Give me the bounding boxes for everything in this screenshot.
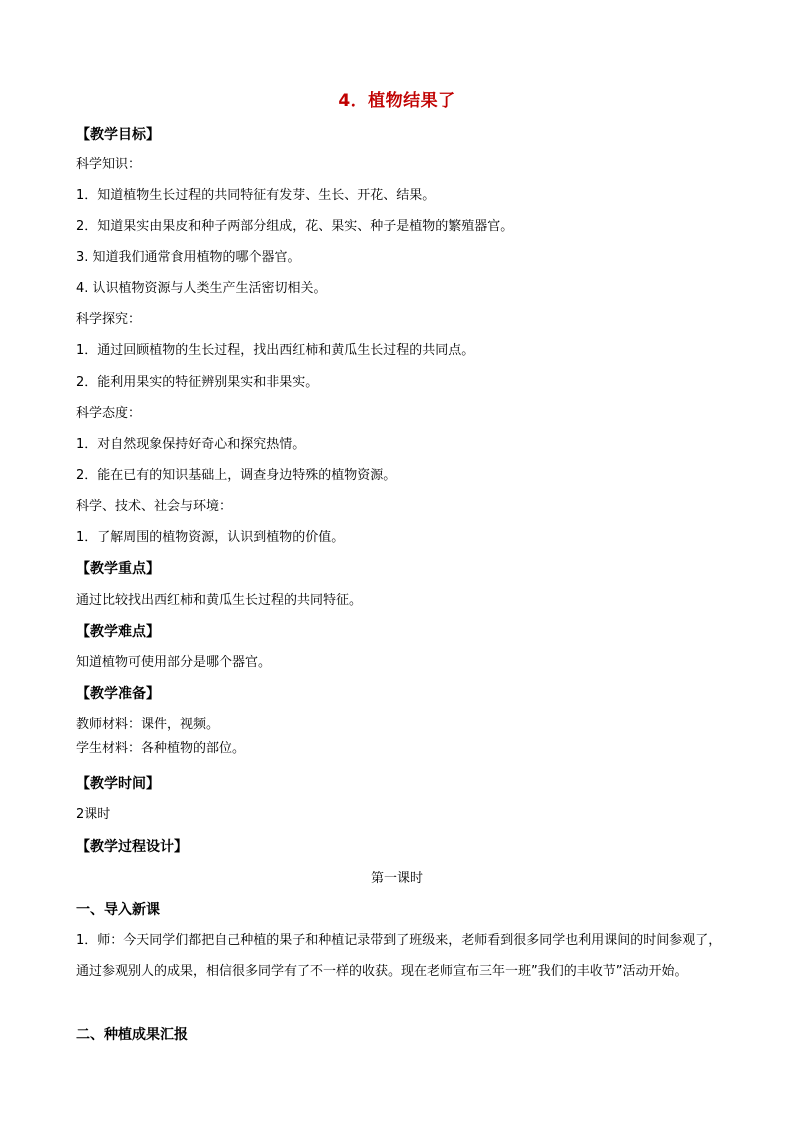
- attitude-item-2: 2．能在已有的知识基础上，调查身边特殊的植物资源。: [76, 468, 397, 483]
- preparation-student: 学生材料：各种植物的部位。: [76, 741, 246, 756]
- document-title: 4．植物结果了: [338, 91, 456, 111]
- inquiry-item-2: 2．能利用果实的特征辨别果实和非果实。: [76, 375, 319, 390]
- knowledge-item-3: 3. 知道我们通常食用植物的哪个器官。: [76, 250, 301, 265]
- knowledge-item-4: 4. 认识植物资源与人类生产生活密切相关。: [76, 281, 327, 296]
- difficulty-text: 知道植物可使用部分是哪个器官。: [76, 655, 272, 670]
- time-text: 2课时: [76, 807, 111, 822]
- objectives-heading: 【教学目标】: [76, 127, 160, 143]
- preparation-teacher: 教师材料：课件，视频。: [76, 717, 220, 732]
- sts-label: 科学、技术、社会与环境：: [76, 499, 233, 514]
- sts-item-1: 1．了解周围的植物资源，认识到植物的价值。: [76, 530, 345, 545]
- key-point-heading: 【教学重点】: [76, 561, 160, 577]
- time-heading: 【教学时间】: [76, 776, 160, 792]
- knowledge-item-2: 2．知道果实由果皮和种子两部分组成，花、果实、种子是植物的繁殖器官。: [76, 219, 514, 234]
- attitude-label: 科学态度：: [76, 406, 142, 421]
- section2-heading: 二、种植成果汇报: [76, 1027, 188, 1043]
- section1-heading: 一、导入新课: [76, 902, 160, 918]
- key-point-text: 通过比较找出西红柿和黄瓜生长过程的共同特征。: [76, 593, 363, 608]
- process-heading: 【教学过程设计】: [76, 839, 188, 855]
- knowledge-item-1: 1．知道植物生长过程的共同特征有发芽、生长、开花、结果。: [76, 188, 436, 203]
- inquiry-label: 科学探究：: [76, 312, 142, 327]
- knowledge-label: 科学知识：: [76, 157, 142, 172]
- attitude-item-1: 1．对自然现象保持好奇心和探究热情。: [76, 437, 306, 452]
- difficulty-heading: 【教学难点】: [76, 624, 160, 640]
- inquiry-item-1: 1．通过回顾植物的生长过程，找出西红柿和黄瓜生长过程的共同点。: [76, 343, 475, 358]
- lesson-title: 第一课时: [370, 871, 423, 886]
- section1-paragraph: 1．师：今天同学们都把自己种植的果子和种植记录带到了班级来，老师看到很多同学也利用课间的时间参观了，通过参观别人的成果，相信很多同学有了不一样的收获。现在老师宣布三年一班”我们的丰收节”活动开始。: [76, 933, 722, 979]
- preparation-heading: 【教学准备】: [76, 686, 160, 702]
